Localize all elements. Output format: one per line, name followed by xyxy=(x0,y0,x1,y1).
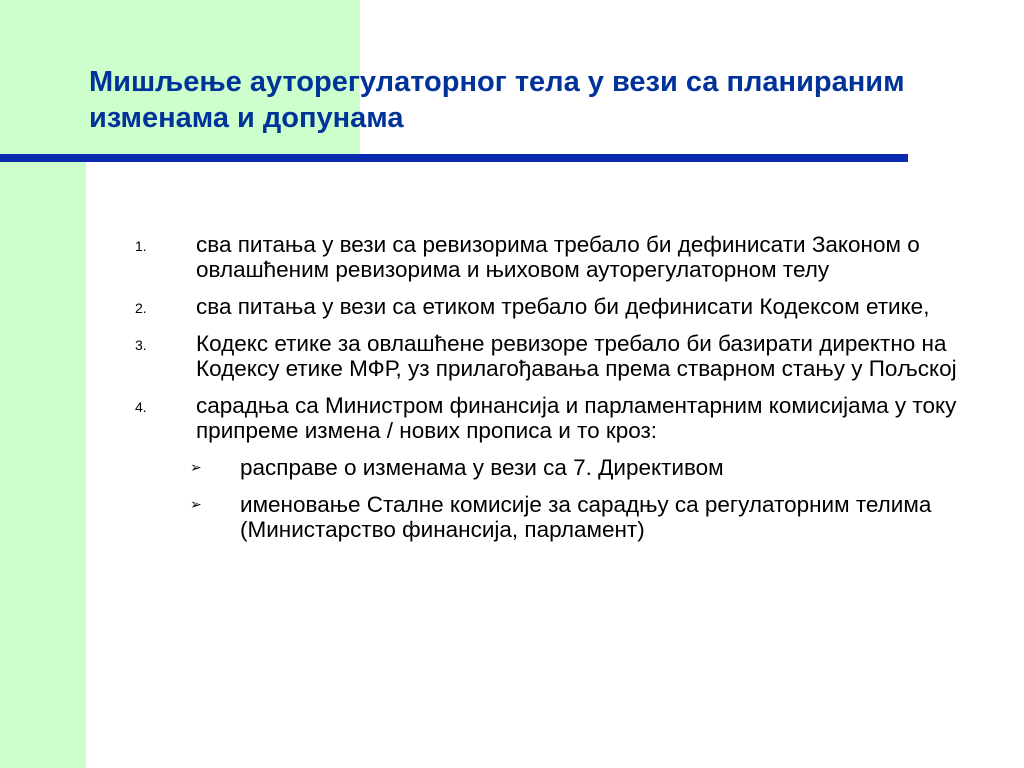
list-item-text: сарадња са Министром финансија и парламентарним комисијама у току припреме измена / нових прописа и то кроз: xyxy=(196,393,957,443)
list-item xyxy=(130,331,990,381)
sub-list xyxy=(130,443,990,542)
list-item xyxy=(130,294,990,319)
sub-list-item-text: расправе о изменама у вези са 7. Директивом xyxy=(240,455,724,480)
list-item-text: Кодекс етике за овлашћене ревизоре требало би базирати директно на Кодексу етике МФР, уз прилагођавања према стварном стању у Пољској xyxy=(196,331,957,381)
arrow-bullet-icon: ➢ xyxy=(190,459,202,475)
sub-list-item-text: именовање Сталне комисије за сарадњу са регулаторним телима (Министарство финансија, парламент) xyxy=(240,492,932,542)
numbered-list xyxy=(130,232,990,554)
list-item-number: 2. xyxy=(135,300,147,316)
list-item-number: 4. xyxy=(135,399,147,415)
sub-list-item xyxy=(130,492,990,542)
sub-list-item xyxy=(130,455,990,480)
title-divider xyxy=(0,154,908,162)
slide-title: Мишљење ауторегулаторног тела у вези са планираним изменама и допунама xyxy=(89,66,905,134)
list-item-number: 1. xyxy=(135,238,147,254)
list-item xyxy=(130,232,990,282)
list-item-text: сва питања у вези са ревизорима требало би дефинисати Законом о овлашћеним ревизорима и њиховом ауторегулаторном телу xyxy=(196,232,920,282)
list-item-text: сва питања у вези са етиком требало би дефинисати Кодексом етике, xyxy=(196,294,930,319)
list-item xyxy=(130,393,990,542)
arrow-bullet-icon: ➢ xyxy=(190,496,202,512)
list-item-number: 3. xyxy=(135,337,147,353)
